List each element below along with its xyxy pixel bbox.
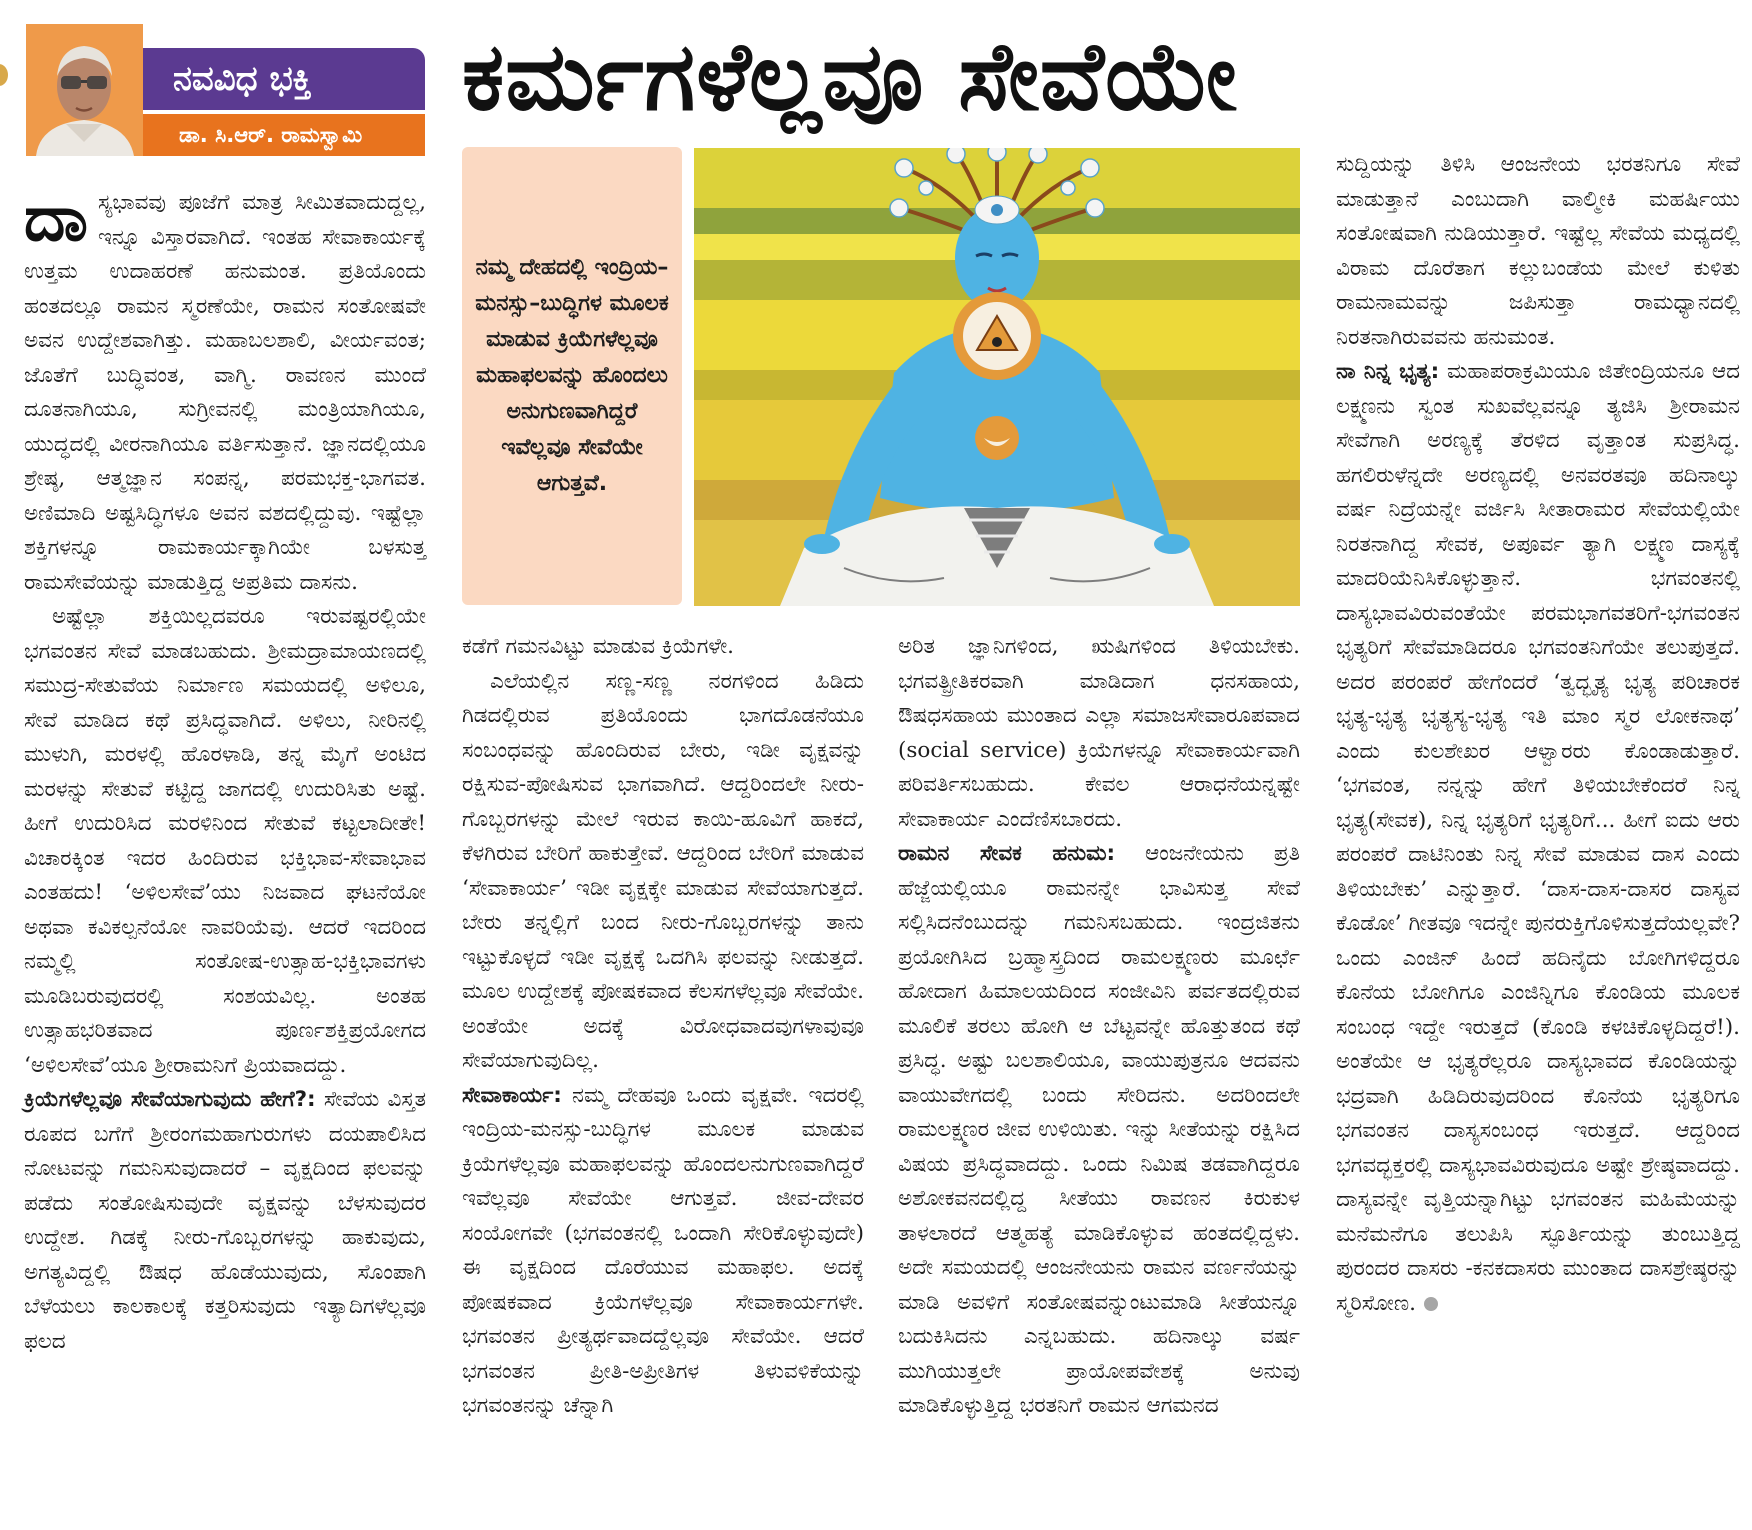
author-portrait-image [26, 24, 143, 156]
headline: ಕರ್ಮಗಳೆಲ್ಲವೂ ಸೇವೆಯೇ [462, 23, 1238, 132]
author-byline: ಡಾ. ಸಿ.ಆರ್. ರಾಮಸ್ವಾಮಿ [143, 114, 425, 156]
article-paragraph [24, 1083, 426, 1359]
article-paragraph: ಕಡೆಗೆ ಗಮನವಿಟ್ಟು ಮಾಡುವ ಕ್ರಿಯೆಗಳೇ. [462, 634, 734, 659]
end-of-article-marker [1424, 1297, 1438, 1311]
article-column-2 [462, 630, 864, 1526]
section-subhead: ಕ್ರಿಯೆಗಳೆಲ್ಲವೂ ಸೇವೆಯಾಗುವುದು ಹೇಗೆ?: [24, 1087, 316, 1112]
column-tag [143, 48, 425, 156]
drop-cap: ದಾ [24, 182, 88, 256]
article-paragraph [462, 1079, 864, 1424]
article-paragraph [898, 837, 1300, 1424]
paragraph-text: ಆಂಜನೇಯನು ಪ್ರತಿ ಹೆಜ್ಜೆಯಲ್ಲಿಯೂ ರಾಮನನ್ನೇ ಭಾವಿಸುತ್ತ ಸೇವೆ ಸಲ್ಲಿಸಿದನೆಂಬುದನ್ನು ಗಮನಿಸಬಹುದು. ಇಂದ್ರಜಿತನು ಪ್ರಯೋಗಿಸಿದ ಬ್ರಹ್ಮಾಸ್ತ್ರದಿಂದ ರಾಮಲಕ್ಷ್ಮಣರು ಮೂರ್ಛೆ ಹೋದಾಗ ಹಿಮಾಲಯದಿಂದ ಸಂಜೀವಿನಿ ಪರ್ವತದಲ್ಲಿರುವ ಮೂಲಿಕೆ ತರಲು ಹೋಗಿ ಆ ಬೆಟ್ಟವನ್ನೇ ಹೊತ್ತುತಂದ ಕಥೆ ಪ್ರಸಿದ್ಧ. ಅಷ್ಟು ಬಲಶಾಲಿಯೂ, ವಾಯುಪುತ್ರನೂ ಆದವನು ವಾಯುವೇಗದಲ್ಲಿ ಬಂದು ಸೇರಿದನು. ಅದರಿಂದಲೇ ರಾಮಲಕ್ಷ್ಮಣರ ಜೀವ ಉಳಿಯಿತು. ಇನ್ನು ಸೀತೆಯನ್ನು ರಕ್ಷಿಸಿದ ವಿಷಯ ಪ್ರಸಿದ್ಧವಾದದ್ದು. ಒಂದು ನಿಮಿಷ ತಡವಾಗಿದ್ದರೂ ಅಶೋಕವನದಲ್ಲಿದ್ದ ಸೀತೆಯು ರಾವಣನ ಕಿರುಕುಳ ತಾಳಲಾರದೆ ಆತ್ಮಹತ್ಯೆ ಮಾಡಿಕೊಳ್ಳುವ ಹಂತದಲ್ಲಿದ್ದಳು. ಅದೇ ಸಮಯದಲ್ಲಿ ಆಂಜನೇಯನು ರಾಮನ ವರ್ಣನೆಯನ್ನು ಮಾಡಿ ಅವಳಿಗೆ ಸಂತೋಷವನ್ನುಂಟುಮಾಡಿ ಸೀತೆಯನ್ನೂ ಬದುಕಿಸಿದನು ಎನ್ನಬಹುದು. ಹದಿನಾಲ್ಕು ವರ್ಷ ಮುಗಿಯುತ್ತಲೇ ಪ್ರಾಯೋಪವೇಶಕ್ಕೆ ಅನುವು ಮಾಡಿಕೊಳ್ಳುತ್ತಿದ್ದ ಭರತನಿಗೆ ರಾಮನ ಆಗಮನದ [898, 841, 1300, 1418]
section-subhead: ರಾಮನ ಸೇವಕ ಹನುಮ: [898, 841, 1116, 866]
paragraph-text: ನಮ್ಮ ದೇಹವೂ ಒಂದು ವೃಕ್ಷವೇ. ಇದರಲ್ಲಿ ಇಂದ್ರಿಯ-ಮನಸ್ಸು-ಬುದ್ಧಿಗಳ ಮೂಲಕ ಮಾಡುವ ಕ್ರಿಯೆಗಳೆಲ್ಲವೂ ಮಹಾಫಲವನ್ನು ಹೊಂದಲನುಗುಣವಾಗಿದ್ದರೆ ಇವೆಲ್ಲವೂ ಸೇವೆಯೇ ಆಗುತ್ತವೆ. ಜೀವ-ದೇವರ ಸಂಯೋಗವೇ (ಭಗವಂತನಲ್ಲಿ ಒಂದಾಗಿ ಸೇರಿಕೊಳ್ಳುವುದೇ) ಈ ವೃಕ್ಷದಿಂದ ದೊರೆಯುವ ಮಹಾಫಲ. ಅದಕ್ಕೆ ಪೋಷಕವಾದ ಕ್ರಿಯೆಗಳೆಲ್ಲವೂ ಸೇವಾಕಾರ್ಯಗಳೇ. ಭಗವಂತನ ಪ್ರೀತ್ಯರ್ಥವಾದದ್ದೆಲ್ಲವೂ ಸೇವೆಯೇ. ಆದರೆ ಭಗವಂತನ ಪ್ರೀತಿ-ಅಪ್ರೀತಿಗಳ ತಿಳುವಳಿಕೆಯನ್ನು ಭಗವಂತನನ್ನು ಚೆನ್ನಾಗಿ [462, 1082, 864, 1418]
section-subhead: ಸೇವಾಕಾರ್ಯ: [462, 1082, 562, 1108]
article-column-4 [1336, 148, 1740, 1526]
article-paragraph [1336, 355, 1740, 1321]
author-photo [26, 24, 143, 156]
article-paragraph [24, 182, 426, 600]
article-paragraph: ಸುದ್ದಿಯನ್ನು ತಿಳಿಸಿ ಆಂಜನೇಯ ಭರತನಿಗೂ ಸೇವೆ ಮಾಡುತ್ತಾನೆ ಎಂಬುದಾಗಿ ವಾಲ್ಮೀಕಿ ಮಹರ್ಷಿಯು ಸಂತೋಷವಾಗಿ ನುಡಿಯುತ್ತಾರೆ. ಇಷ್ಟೆಲ್ಲ ಸೇವೆಯ ಮಧ್ಯದಲ್ಲಿ ವಿರಾಮ ದೊರೆತಾಗ ಕಲ್ಲುಬಂಡೆಯ ಮೇಲೆ ಕುಳಿತು ರಾಮನಾಮವನ್ನು ಜಪಿಸುತ್ತಾ ರಾಮಧ್ಯಾನದಲ್ಲಿ ನಿರತನಾಗಿರುವವನು ಹನುಮಂತ. [1336, 152, 1740, 350]
meditating-figure-illustration [694, 148, 1300, 606]
article-paragraph: ಅಷ್ಟೆಲ್ಲಾ ಶಕ್ತಿಯಿಲ್ಲದವರೂ ಇರುವಷ್ಟರಲ್ಲಿಯೇ ಭಗವಂತನ ಸೇವೆ ಮಾಡಬಹುದು. ಶ್ರೀಮದ್ರಾಮಾಯಣದಲ್ಲಿ ಸಮುದ್ರ-ಸೇತುವೆಯ ನಿರ್ಮಾಣ ಸಮಯದಲ್ಲಿ ಅಳಿಲೂ, ಸೇವೆ ಮಾಡಿದ ಕಥೆ ಪ್ರಸಿದ್ಧವಾಗಿದೆ. ಅಳಿಲು, ನೀರಿನಲ್ಲಿ ಮುಳುಗಿ, ಮರಳಲ್ಲಿ ಹೊರಳಾಡಿ, ತನ್ನ ಮೈಗೆ ಅಂಟಿದ ಮರಳನ್ನು ಸೇತುವೆ ಕಟ್ಟಿದ್ದ ಜಾಗದಲ್ಲಿ ಉದುರಿಸಿತು ಅಷ್ಟೆ. ಹೀಗೆ ಉದುರಿಸಿದ ಮರಳಿನಿಂದ ಸೇತುವೆ ಕಟ್ಟಲಾದೀತೇ! ವಿಚಾರಕ್ಕಿಂತ ಇದರ ಹಿಂದಿರುವ ಭಕ್ತಿಭಾವ-ಸೇವಾಭಾವ ಎಂತಹದು! ‘ಅಳಿಲಸೇವೆ’ಯು ನಿಜವಾದ ಘಟನೆಯೋ ಅಥವಾ ಕವಿಕಲ್ಪನೆಯೋ ನಾವರಿಯೆವು. ಆದರೆ ಇದರಿಂದ ನಮ್ಮಲ್ಲಿ ಸಂತೋಷ-ಉತ್ಸಾಹ-ಭಕ್ತಿಭಾವಗಳು ಮೂಡಿಬರುವುದರಲ್ಲಿ ಸಂಶಯವಿಲ್ಲ. ಅಂತಹ ಉತ್ಸಾಹಭರಿತವಾದ ಪೂರ್ಣಶಕ್ತಿಪ್ರಯೋಗದ ‘ಅಳಿಲಸೇವೆ’ಯೂ ಶ್ರೀರಾಮನಿಗೆ ಪ್ರಿಯವಾದದ್ದು. [24, 604, 426, 1078]
article-column-1 [24, 182, 426, 1526]
pull-quote-text: ನಮ್ಮ ದೇಹದಲ್ಲಿ ಇಂದ್ರಿಯ–ಮನಸ್ಸು–ಬುದ್ಧಿಗಳ ಮೂಲಕ ಮಾಡುವ ಕ್ರಿಯೆಗಳೆಲ್ಲವೂ ಮಹಾಫಲವನ್ನು ಹೊಂದಲು ಅನುಗುಣವಾಗಿದ್ದರೆ ಇವೆಲ್ಲವೂ ಸೇವೆಯೇ ಆಗುತ್ತವೆ. [475, 255, 669, 496]
article-paragraph: ಎಲೆಯಲ್ಲಿನ ಸಣ್ಣ-ಸಣ್ಣ ನರಗಳಿಂದ ಹಿಡಿದು ಗಿಡದಲ್ಲಿರುವ ಪ್ರತಿಯೊಂದು ಭಾಗದೊಡನೆಯೂ ಸಂಬಂಧವನ್ನು ಹೊಂದಿರುವ ಬೇರು, ಇಡೀ ವೃಕ್ಷವನ್ನು ರಕ್ಷಿಸುವ-ಪೋಷಿಸುವ ಭಾಗವಾಗಿದೆ. ಆದ್ದರಿಂದಲೇ ನೀರು-ಗೊಬ್ಬರಗಳನ್ನು ಮೇಲೆ ಇರುವ ಕಾಯಿ-ಹೂವಿಗೆ ಹಾಕದೆ, ಕೆಳಗಿರುವ ಬೇರಿಗೆ ಹಾಕುತ್ತೇವೆ. ಆದ್ದರಿಂದ ಬೇರಿಗೆ ಮಾಡುವ ‘ಸೇವಾಕಾರ್ಯ’ ಇಡೀ ವೃಕ್ಷಕ್ಕೇ ಮಾಡುವ ಸೇವೆಯಾಗುತ್ತದೆ. ಬೇರು ತನ್ನಲ್ಲಿಗೆ ಬಂದ ನೀರು-ಗೊಬ್ಬರಗಳನ್ನು ತಾನು ಇಟ್ಟುಕೊಳ್ಳದೆ ಇಡೀ ವೃಕ್ಷಕ್ಕೆ ಒದಗಿಸಿ ಫಲವನ್ನು ನೀಡುತ್ತದೆ. ಮೂಲ ಉದ್ದೇಶಕ್ಕೆ ಪೋಷಕವಾದ ಕೆಲಸಗಳೆಲ್ಲವೂ ಸೇವೆಯೇ. ಅಂತೆಯೇ ಅದಕ್ಕೆ ವಿರೋಧವಾದವುಗಳಾವುವೂ ಸೇವೆಯಾಗುವುದಿಲ್ಲ. [462, 668, 864, 1073]
paragraph-text: ಸ್ಯಭಾವವು ಪೂಜೆಗೆ ಮಾತ್ರ ಸೀಮಿತವಾದುದ್ದಲ್ಲ, ಇನ್ನೂ ವಿಸ್ತಾರವಾಗಿದೆ. ಇಂತಹ ಸೇವಾಕಾರ್ಯಕ್ಕೆ ಉತ್ತಮ ಉದಾಹರಣೆ ಹನುಮಂತ. ಪ್ರತಿಯೊಂದು ಹಂತದಲ್ಲೂ ರಾಮನ ಸ್ಮರಣೆಯೇ, ರಾಮನ ಸಂತೋಷವೇ ಅವನ ಉದ್ದೇಶವಾಗಿತ್ತು. ಮಹಾಬಲಶಾಲಿ, ವೀರ್ಯವಂತ; ಜೊತೆಗೆ ಬುದ್ಧಿವಂತ, ವಾಗ್ಮಿ. ರಾವಣನ ಮುಂದೆ ದೂತನಾಗಿಯೂ, ಸುಗ್ರೀವನಲ್ಲಿ ಮಂತ್ರಿಯಾಗಿಯೂ, ಯುದ್ಧದಲ್ಲಿ ವೀರನಾಗಿಯೂ ವರ್ತಿಸುತ್ತಾನೆ. ಜ್ಞಾನದಲ್ಲಿಯೂ ಶ್ರೇಷ್ಠ, ಆತ್ಮಜ್ಞಾನ ಸಂಪನ್ನ, ಪರಮಭಕ್ತ-ಭಾಗವತ. ಅಣಿಮಾದಿ ಅಷ್ಟಸಿದ್ಧಿಗಳೂ ಅವನ ವಶದಲ್ಲಿದ್ದುವು. ಇಷ್ಟೆಲ್ಲಾ ಶಕ್ತಿಗಳನ್ನೂ ರಾಮಕಾರ್ಯಕ್ಕಾಗಿಯೇ ಬಳಸುತ್ತ ರಾಮಸೇವೆಯನ್ನು ಮಾಡುತ್ತಿದ್ದ ಅಪ್ರತಿಮ ದಾಸನು. [24, 190, 426, 595]
article-paragraph: ಅರಿತ ಜ್ಞಾನಿಗಳಿಂದ, ಋಷಿಗಳಿಂದ ತಿಳಿಯಬೇಕು. ಭಗವತ್ಪ್ರೀತಿಕರವಾಗಿ ಮಾಡಿದಾಗ ಧನಸಹಾಯ, ಔಷಧಸಹಾಯ ಮುಂತಾದ ಎಲ್ಲಾ ಸಮಾಜಸೇವಾರೂಪವಾದ (social service) ಕ್ರಿಯೆಗಳನ್ನೂ ಸೇವಾಕಾರ್ಯವಾಗಿ ಪರಿವರ್ತಿಸಬಹುದು. ಕೇವಲ ಆರಾಧನೆಯನ್ನಷ್ಟೇ ಸೇವಾಕಾರ್ಯ ಎಂದೆಣಿಸಬಾರದು. [898, 634, 1300, 832]
paragraph-text: ಮಹಾಪರಾಕ್ರಮಿಯೂ ಜಿತೇಂದ್ರಿಯನೂ ಆದ ಲಕ್ಷ್ಮಣನು ಸ್ವಂತ ಸುಖವೆಲ್ಲವನ್ನೂ ತ್ಯಜಿಸಿ ಶ್ರೀರಾಮನ ಸೇವೆಗಾಗಿ ಅರಣ್ಯಕ್ಕೆ ತೆರಳಿದ ವೃತ್ತಾಂತ ಸುಪ್ರಸಿದ್ಧ. ಹಗಲಿರುಳೆನ್ನದೇ ಅರಣ್ಯದಲ್ಲಿ ಅನವರತವೂ ಹದಿನಾಲ್ಕು ವರ್ಷ ನಿದ್ರೆಯನ್ನೇ ವರ್ಜಿಸಿ ಸೀತಾರಾಮರ ಸೇವೆಯಲ್ಲಿಯೇ ನಿರತನಾಗಿದ್ದ ಸೇವಕ, ಅಪೂರ್ವ ತ್ಯಾಗಿ ಲಕ್ಷ್ಮಣ ದಾಸ್ಯಕ್ಕೆ ಮಾದರಿಯೆನಿಸಿಕೊಳ್ಳುತ್ತಾನೆ. ಭಗವಂತನಲ್ಲಿ ದಾಸ್ಯಭಾವವಿರುವಂತೆಯೇ ಪರಮಭಾಗವತರಿಗೆ-ಭಗವಂತನ ಭೃತ್ಯರಿಗೆ ಸೇವೆಮಾಡಿದರೂ ಭಗವಂತನಿಗೆಯೇ ತಲುಪುತ್ತದೆ. ಅದರ ಪರಂಪರೆ ಹೇಗೆಂದರೆ ‘ತ್ವದ್ಭೃತ್ಯ ಭೃತ್ಯ ಪರಿಚಾರಕ ಭೃತ್ಯ-ಭೃತ್ಯ ಭೃತ್ಯಸ್ಯ-ಭೃತ್ಯ ಇತಿ ಮಾಂ ಸ್ಮರ ಲೋಕನಾಥ’ ಎಂದು ಕುಲಶೇಖರ ಆಳ್ವಾರರು ಕೊಂಡಾಡುತ್ತಾರೆ. ‘ಭಗವಂತ, ನನ್ನನ್ನು ಹೇಗೆ ತಿಳಿಯಬೇಕೆಂದರೆ ನಿನ್ನ ಭೃತ್ಯ(ಸೇವಕ), ನಿನ್ನ ಭೃತ್ಯರಿಗೆ ಭೃತ್ಯರಿಗೆ... ಹೀಗೆ ಐದು ಆರು ಪರಂಪರೆ ದಾಟಿನಿಂತು ನಿನ್ನ ಸೇವೆ ಮಾಡುವ ದಾಸ ಎಂದು ತಿಳಿಯಬೇಕು’ ಎನ್ನುತ್ತಾರೆ. ‘ದಾಸ-ದಾಸ-ದಾಸರ ದಾಸ್ಯವ ಕೊಡೋ’ ಗೀತವೂ ಇದನ್ನೇ ಪುನರುಕ್ತಿಗೊಳಿಸುತ್ತದೆಯಲ್ಲವೇ? ಒಂದು ಎಂಜಿನ್ ಹಿಂದೆ ಹದಿನೈದು ಬೋಗಿಗಳಿದ್ದರೂ ಕೊನೆಯ ಬೋಗಿಗೂ ಎಂಜಿನ್ನಿಗೂ ಕೊಂಡಿಯ ಮೂಲಕ ಸಂಬಂಧ ಇದ್ದೇ ಇರುತ್ತದೆ (ಕೊಂಡಿ ಕಳಚಿಕೊಳ್ಳದಿದ್ದರೆ!). ಅಂತೆಯೇ ಆ ಭೃತ್ಯರೆಲ್ಲರೂ ದಾಸ್ಯಭಾವದ ಕೊಂಡಿಯನ್ನು ಭದ್ರವಾಗಿ ಹಿಡಿದಿರುವುದರಿಂದ ಕೊನೆಯ ಭೃತ್ಯರಿಗೂ ಭಗವಂತನ ದಾಸ್ಯಸಂಬಂಧ ಇರುತ್ತದೆ. ಆದ್ದರಿಂದ ಭಗವದ್ಭಕ್ತರಲ್ಲಿ ದಾಸ್ಯಭಾವವಿರುವುದೂ ಅಷ್ಟೇ ಶ್ರೇಷ್ಠವಾದದ್ದು. ದಾಸ್ಯವನ್ನೇ ವೃತ್ತಿಯನ್ನಾಗಿಟ್ಟು ಭಗವಂತನ ಮಹಿಮೆಯನ್ನು ಮನೆಮನೆಗೂ ತಲುಪಿಸಿ ಸ್ಫೂರ್ತಿಯನ್ನು ತುಂಬುತ್ತಿದ್ದ ಪುರಂದರ ದಾಸರು -ಕನಕದಾಸರು ಮುಂತಾದ ದಾಸಶ್ರೇಷ್ಠರನ್ನು ಸ್ಮರಿಸೋಣ. [1336, 359, 1740, 1316]
meditation-chakra-image [694, 148, 1300, 606]
section-subhead: ನಾ ನಿನ್ನ ಭೃತ್ಯ: [1336, 359, 1440, 384]
page-edge-marker [0, 64, 8, 86]
article-column-3 [898, 630, 1300, 1526]
pull-quote [462, 147, 682, 605]
column-name: ನವವಿಧ ಭಕ್ತಿ [143, 48, 425, 110]
paragraph-text: ಸೇವೆಯ ವಿಸ್ತತ ರೂಪದ ಬಗೆಗೆ ಶ್ರೀರಂಗಮಹಾಗುರುಗಳು ದಯಪಾಲಿಸಿದ ನೋಟವನ್ನು ಗಮನಿಸುವುದಾದರೆ – ವೃಕ್ಷದಿಂದ ಫಲವನ್ನು ಪಡೆದು ಸಂತೋಷಿಸುವುದೇ ವೃಕ್ಷವನ್ನು ಬೆಳಸುವುದರ ಉದ್ದೇಶ. ಗಿಡಕ್ಕೆ ನೀರು-ಗೊಬ್ಬರಗಳನ್ನು ಹಾಕುವುದು, ಅಗತ್ಯವಿದ್ದಲ್ಲಿ ಔಷಧ ಹೊಡೆಯುವುದು, ಸೊಂಪಾಗಿ ಬೆಳೆಯಲು ಕಾಲಕಾಲಕ್ಕೆ ಕತ್ತರಿಸುವುದು ಇತ್ಯಾದಿಗಳೆಲ್ಲವೂ ಫಲದ [24, 1087, 426, 1354]
